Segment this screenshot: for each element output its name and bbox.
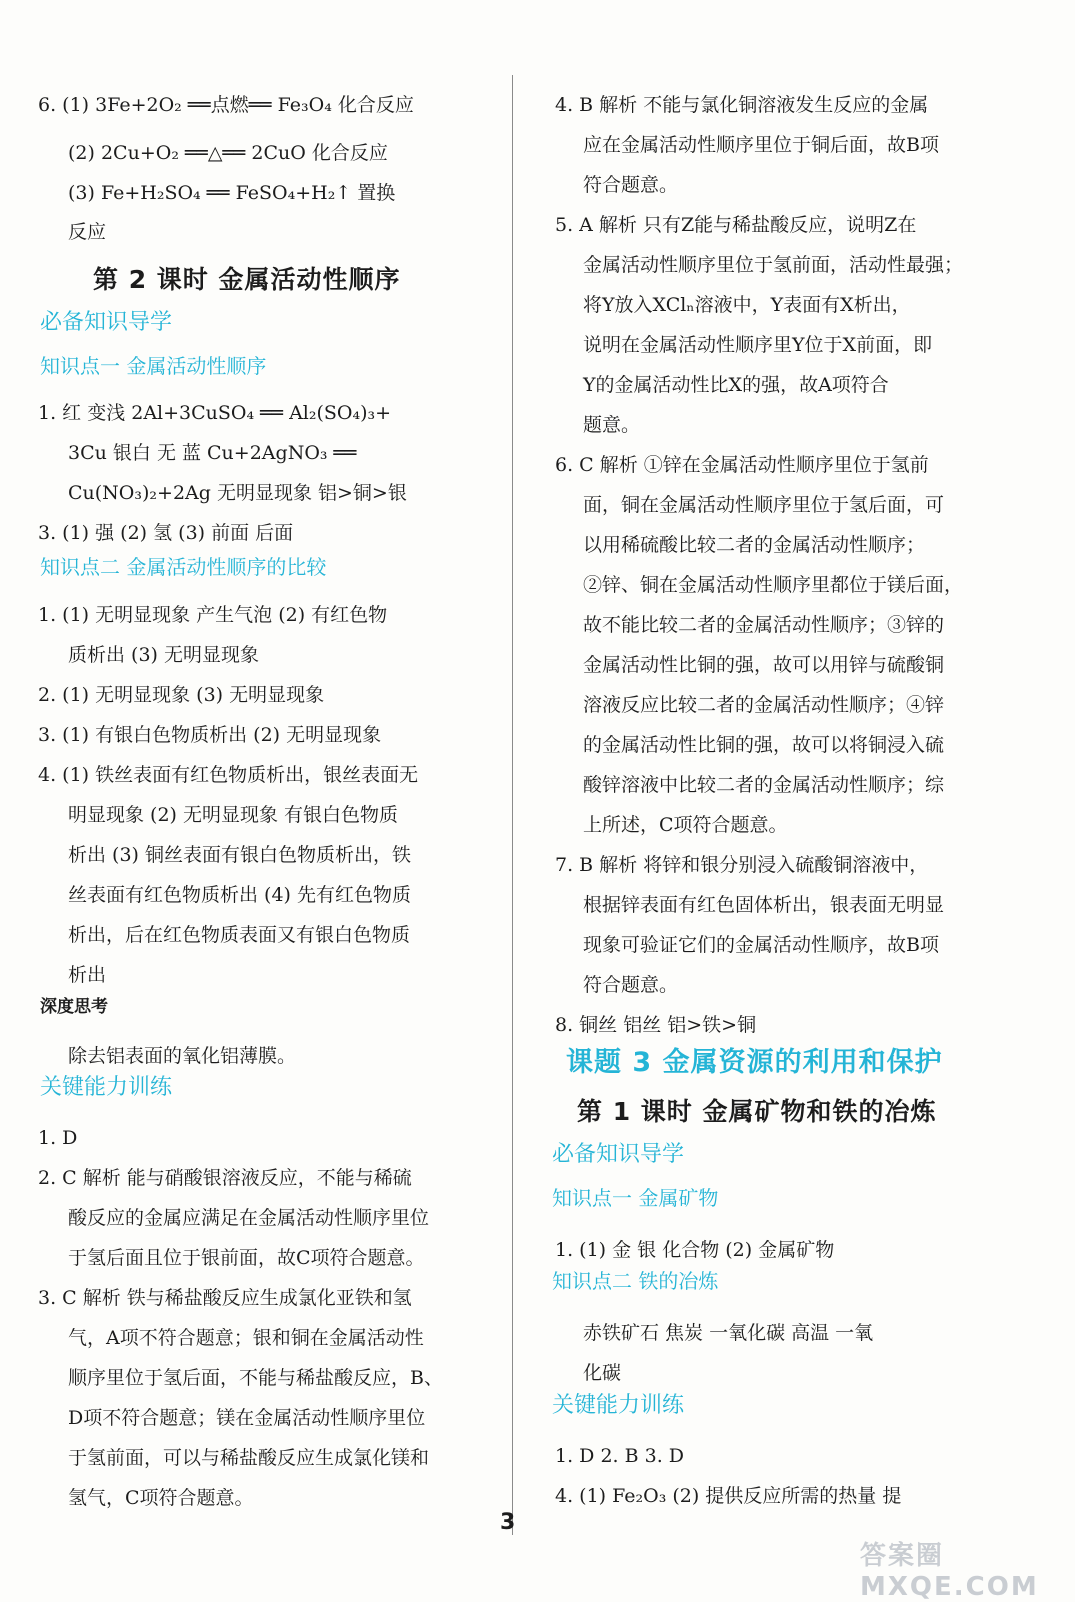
section-heading: 关键能力训练: [552, 1393, 685, 1418]
answer-line: 现象可验证它们的金属活动性顺序，故B项: [583, 934, 939, 956]
answer-line: 1. (1) 金 银 化合物 (2) 金属矿物: [555, 1239, 835, 1261]
knowledge-point-heading: 知识点二 铁的冶炼: [552, 1269, 719, 1293]
answer-line: (2) 2Cu+O₂ ══△══ 2CuO 化合反应: [68, 142, 388, 164]
answer-line: 丝表面有红色物质析出 (4) 先有红色物质: [68, 884, 411, 906]
answer-line: 4. (1) 铁丝表面有红色物质析出，银丝表面无: [38, 764, 419, 786]
section-heading: 必备知识导学: [552, 1142, 685, 1167]
answer-line: 5. A 解析 只有Z能与稀盐酸反应，说明Z在: [555, 214, 917, 236]
answer-line: 于氢前面，可以与稀盐酸反应生成氯化镁和: [68, 1447, 430, 1469]
answer-line: 3. C 解析 铁与稀盐酸反应生成氯化亚铁和氢: [38, 1287, 412, 1309]
answer-line: 气，A项不符合题意；银和铜在金属活动性: [68, 1327, 424, 1349]
watermark: 答案圈 MXQE.COM: [860, 1541, 1039, 1602]
lesson-heading: 第 2 课时 金属活动性顺序: [93, 265, 401, 294]
page-number: 3: [500, 1510, 516, 1535]
topic-heading: 课题 3 金属资源的利用和保护: [566, 1047, 943, 1078]
answer-line: 上所述，C项符合题意。: [583, 814, 788, 836]
answer-line: 析出: [68, 964, 107, 986]
answer-line: 溶液反应比较二者的金属活动性顺序；④锌: [583, 694, 945, 716]
answer-line: 6. C 解析 ①锌在金属活动性顺序里位于氢前: [555, 454, 929, 476]
answer-line: 1. (1) 无明显现象 产生气泡 (2) 有红色物: [38, 604, 388, 626]
answer-line: 1. D 2. B 3. D: [555, 1445, 685, 1467]
answer-line: 1. 红 变浅 2Al+3CuSO₄ ══ Al₂(SO₄)₃+: [38, 402, 392, 424]
answer-line: 3Cu 银白 无 蓝 Cu+2AgNO₃ ══: [68, 442, 357, 464]
section-heading: 关键能力训练: [40, 1075, 173, 1100]
answer-line: D项不符合题意；镁在金属活动性顺序里位: [68, 1407, 426, 1429]
answer-line: 1. D: [38, 1127, 78, 1149]
answer-line: 4. (1) Fe₂O₃ (2) 提供反应所需的热量 提: [555, 1485, 902, 1507]
answer-line: 金属活动性比铜的强，故可以用锌与硫酸铜: [583, 654, 945, 676]
answer-line: Cu(NO₃)₂+2Ag 无明显现象 铝>铜>银: [68, 482, 407, 504]
knowledge-point-heading: 知识点二 金属活动性顺序的比较: [40, 555, 327, 579]
section-heading: 必备知识导学: [40, 310, 173, 335]
answer-line: 除去铝表面的氧化铝薄膜。: [68, 1045, 297, 1067]
answer-line: 4. B 解析 不能与氯化铜溶液发生反应的金属: [555, 94, 929, 116]
answer-line: 酸反应的金属应满足在金属活动性顺序里位: [68, 1207, 430, 1229]
answer-line: 明显现象 (2) 无明显现象 有银白色物质: [68, 804, 399, 826]
answer-line: 6. (1) 3Fe+2O₂ ══点燃══ Fe₃O₄ 化合反应: [38, 94, 414, 116]
answer-line: 反应: [68, 221, 107, 243]
answer-line: 的金属活动性比铜的强，故可以将铜浸入硫: [583, 734, 945, 756]
answer-line: 质析出 (3) 无明显现象: [68, 644, 259, 666]
knowledge-point-heading: 知识点一 金属活动性顺序: [40, 354, 267, 378]
answer-line: ②锌、铜在金属活动性顺序里都位于镁后面，: [583, 574, 964, 596]
answer-line: 氢气，C项符合题意。: [68, 1487, 254, 1509]
answer-line: 说明在金属活动性顺序里Y位于X前面，即: [583, 334, 933, 356]
answer-line: 析出 (3) 铜丝表面有银白色物质析出，铁: [68, 844, 411, 866]
answer-line: 赤铁矿石 焦炭 一氧化碳 高温 一氧: [583, 1322, 874, 1344]
answer-line: 2. C 解析 能与硝酸银溶液反应，不能与稀硫: [38, 1167, 412, 1189]
column-divider: [512, 75, 513, 1535]
answer-line: 题意。: [583, 414, 641, 436]
answer-line: 根据锌表面有红色固体析出，银表面无明显: [583, 894, 945, 916]
answer-line: 3. (1) 强 (2) 氢 (3) 前面 后面: [38, 522, 294, 544]
answer-line: 于氢后面且位于银前面，故C项符合题意。: [68, 1247, 425, 1269]
answer-line: 符合题意。: [583, 174, 679, 196]
answer-line: 2. (1) 无明显现象 (3) 无明显现象: [38, 684, 325, 706]
knowledge-point-heading: 知识点一 金属矿物: [552, 1186, 719, 1210]
answer-line: 面，铜在金属活动性顺序里位于氢后面，可: [583, 494, 945, 516]
answer-line: 故不能比较二者的金属活动性顺序；③锌的: [583, 614, 945, 636]
answer-line: 以用稀硫酸比较二者的金属活动性顺序；: [583, 534, 926, 556]
answer-line: 3. (1) 有银白色物质析出 (2) 无明显现象: [38, 724, 382, 746]
answer-line: 酸锌溶液中比较二者的金属活动性顺序；综: [583, 774, 945, 796]
answer-line: 符合题意。: [583, 974, 679, 996]
answer-line: 应在金属活动性顺序里位于铜后面，故B项: [583, 134, 939, 156]
lesson-heading: 第 1 课时 金属矿物和铁的冶炼: [577, 1097, 937, 1126]
answer-line: 8. 铜丝 铝丝 铝>铁>铜: [555, 1014, 757, 1036]
answer-line: 顺序里位于氢后面，不能与稀盐酸反应，B、: [68, 1367, 443, 1389]
answer-line: 化碳: [583, 1362, 622, 1384]
answer-line: 析出，后在红色物质表面又有银白色物质: [68, 924, 411, 946]
answer-line: 7. B 解析 将锌和银分别浸入硫酸铜溶液中，: [555, 854, 929, 876]
answer-line: (3) Fe+H₂SO₄ ══ FeSO₄+H₂↑ 置换: [68, 182, 396, 204]
answer-line: Y的金属活动性比X的强，故A项符合: [583, 374, 889, 396]
answer-line: 将Y放入XClₙ溶液中，Y表面有X析出，: [583, 294, 911, 316]
answer-line: 金属活动性顺序里位于氢前面，活动性最强；: [583, 254, 964, 276]
deep-thinking-heading: 深度思考: [40, 997, 108, 1017]
